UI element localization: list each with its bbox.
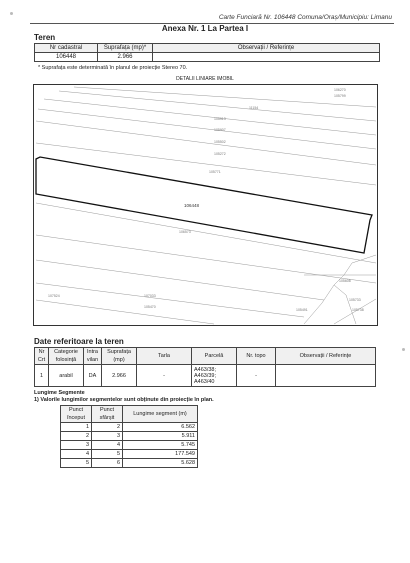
col-nr-topo: Nr. topo bbox=[237, 348, 276, 365]
parcela-line: A463/38; bbox=[194, 366, 217, 373]
col-suprafata: Suprafața (mp)* bbox=[98, 44, 153, 53]
parcela-line: A463/39; bbox=[194, 372, 217, 379]
col-punct-sfarsit: Punct sfârșit bbox=[92, 406, 123, 423]
cell-length: 6.562 bbox=[123, 423, 198, 432]
segmente-table bbox=[60, 405, 198, 468]
map-label: 105913 bbox=[214, 117, 226, 121]
section-teren-title: Teren bbox=[34, 33, 56, 42]
table-row bbox=[35, 53, 380, 62]
map-label: 106573 bbox=[179, 230, 191, 234]
col-suprafata-mp: Suprafața (mp) bbox=[102, 348, 137, 365]
cell-length: 5.911 bbox=[123, 432, 198, 441]
table-row bbox=[35, 365, 376, 387]
cell-intravilan: DA bbox=[84, 365, 102, 387]
cell-start: 4 bbox=[61, 450, 92, 459]
neighbor-labels bbox=[48, 88, 364, 312]
col-nr-crt: Nr Crt bbox=[35, 348, 49, 365]
cell-start: 3 bbox=[61, 441, 92, 450]
cell-suprafata: 2.966 bbox=[102, 365, 137, 387]
cell-tarla: - bbox=[137, 365, 192, 387]
neighbor-parcel-lines bbox=[36, 87, 376, 324]
cell-end: 3 bbox=[92, 432, 123, 441]
cell-nr: 1 bbox=[35, 365, 49, 387]
map-label: 105738 bbox=[352, 308, 364, 312]
table-row bbox=[61, 432, 198, 441]
map-label: 105502 bbox=[214, 140, 226, 144]
scan-speck bbox=[402, 348, 405, 351]
map-label: 105733 bbox=[349, 298, 361, 302]
cell-length: 5.745 bbox=[123, 441, 198, 450]
cell-topo: - bbox=[237, 365, 276, 387]
col-intravilan: Intra vilan bbox=[84, 348, 102, 365]
table-row bbox=[61, 459, 198, 468]
cell-end: 6 bbox=[92, 459, 123, 468]
map-label: 105608 bbox=[339, 279, 351, 283]
cell-observatii bbox=[153, 53, 380, 62]
map-title: DETALII LINIARE IMOBIL bbox=[176, 76, 234, 82]
cell-suprafata: 2.966 bbox=[98, 53, 153, 62]
map-label: 105272 bbox=[214, 152, 226, 156]
cell-length: 5.628 bbox=[123, 459, 198, 468]
map-label: 105799 bbox=[334, 94, 346, 98]
segmente-title: Lungime Segmente bbox=[34, 390, 85, 396]
scan-speck bbox=[10, 12, 13, 15]
parcel-outline bbox=[36, 157, 372, 253]
col-lungime bbox=[123, 406, 198, 423]
col-categorie: Categorie folosință bbox=[49, 348, 84, 365]
col-tarla: Tarla bbox=[137, 348, 192, 365]
segmente-subtitle: 1) Valorile lungimilor segmentelor sunt obținute din proiecție în plan. bbox=[34, 397, 214, 403]
map-label: 106270 bbox=[334, 88, 346, 92]
col-observatii-referinte: Observații / Referințe bbox=[276, 348, 376, 365]
col-lungime-label: Lungime segment (m) bbox=[133, 411, 187, 417]
cell-categorie: arabil bbox=[49, 365, 84, 387]
stereo-note: * Suprafața este determinată în planul de proiecție Stereo 70. bbox=[38, 65, 188, 71]
map-label: 107033 bbox=[144, 294, 156, 298]
section-date-teren-title: Date referitoare la teren bbox=[34, 337, 124, 346]
map-label: 105491 bbox=[296, 308, 308, 312]
map-label: 107524 bbox=[48, 294, 60, 298]
cell-start: 1 bbox=[61, 423, 92, 432]
cell-end: 4 bbox=[92, 441, 123, 450]
cell-end: 5 bbox=[92, 450, 123, 459]
cell-start: 2 bbox=[61, 432, 92, 441]
cell-length: 177.549 bbox=[123, 450, 198, 459]
teren-table bbox=[34, 43, 380, 62]
cell-end: 2 bbox=[92, 423, 123, 432]
col-nr-cadastral: Nr cadastral bbox=[35, 44, 98, 53]
cell-start: 5 bbox=[61, 459, 92, 468]
parcel-map-svg bbox=[34, 85, 377, 325]
map-label: 105907 bbox=[214, 128, 226, 132]
cell-parcela bbox=[192, 365, 237, 387]
table-row bbox=[61, 441, 198, 450]
col-punct-inceput: Punct început bbox=[61, 406, 92, 423]
cell-nr-cadastral: 106448 bbox=[35, 53, 98, 62]
parcela-line: A463/40 bbox=[194, 378, 215, 385]
annex-title: Anexa Nr. 1 La Partea I bbox=[161, 24, 249, 33]
cell-obs bbox=[276, 365, 376, 387]
map-label: 105771 bbox=[209, 170, 221, 174]
col-parcela: Parcelă bbox=[192, 348, 237, 365]
map-label: 11154 bbox=[249, 106, 259, 110]
parcel-label: 106448 bbox=[184, 203, 200, 208]
col-observatii: Observații / Referințe bbox=[153, 44, 380, 53]
parcel-map bbox=[33, 84, 378, 326]
map-label: 105470 bbox=[144, 305, 156, 309]
table-row bbox=[61, 423, 198, 432]
cf-header: Carte Funciară Nr. 106448 Comuna/Oraș/Municipiu: Limanu bbox=[218, 14, 392, 21]
date-teren-table bbox=[34, 347, 376, 387]
table-row bbox=[61, 450, 198, 459]
